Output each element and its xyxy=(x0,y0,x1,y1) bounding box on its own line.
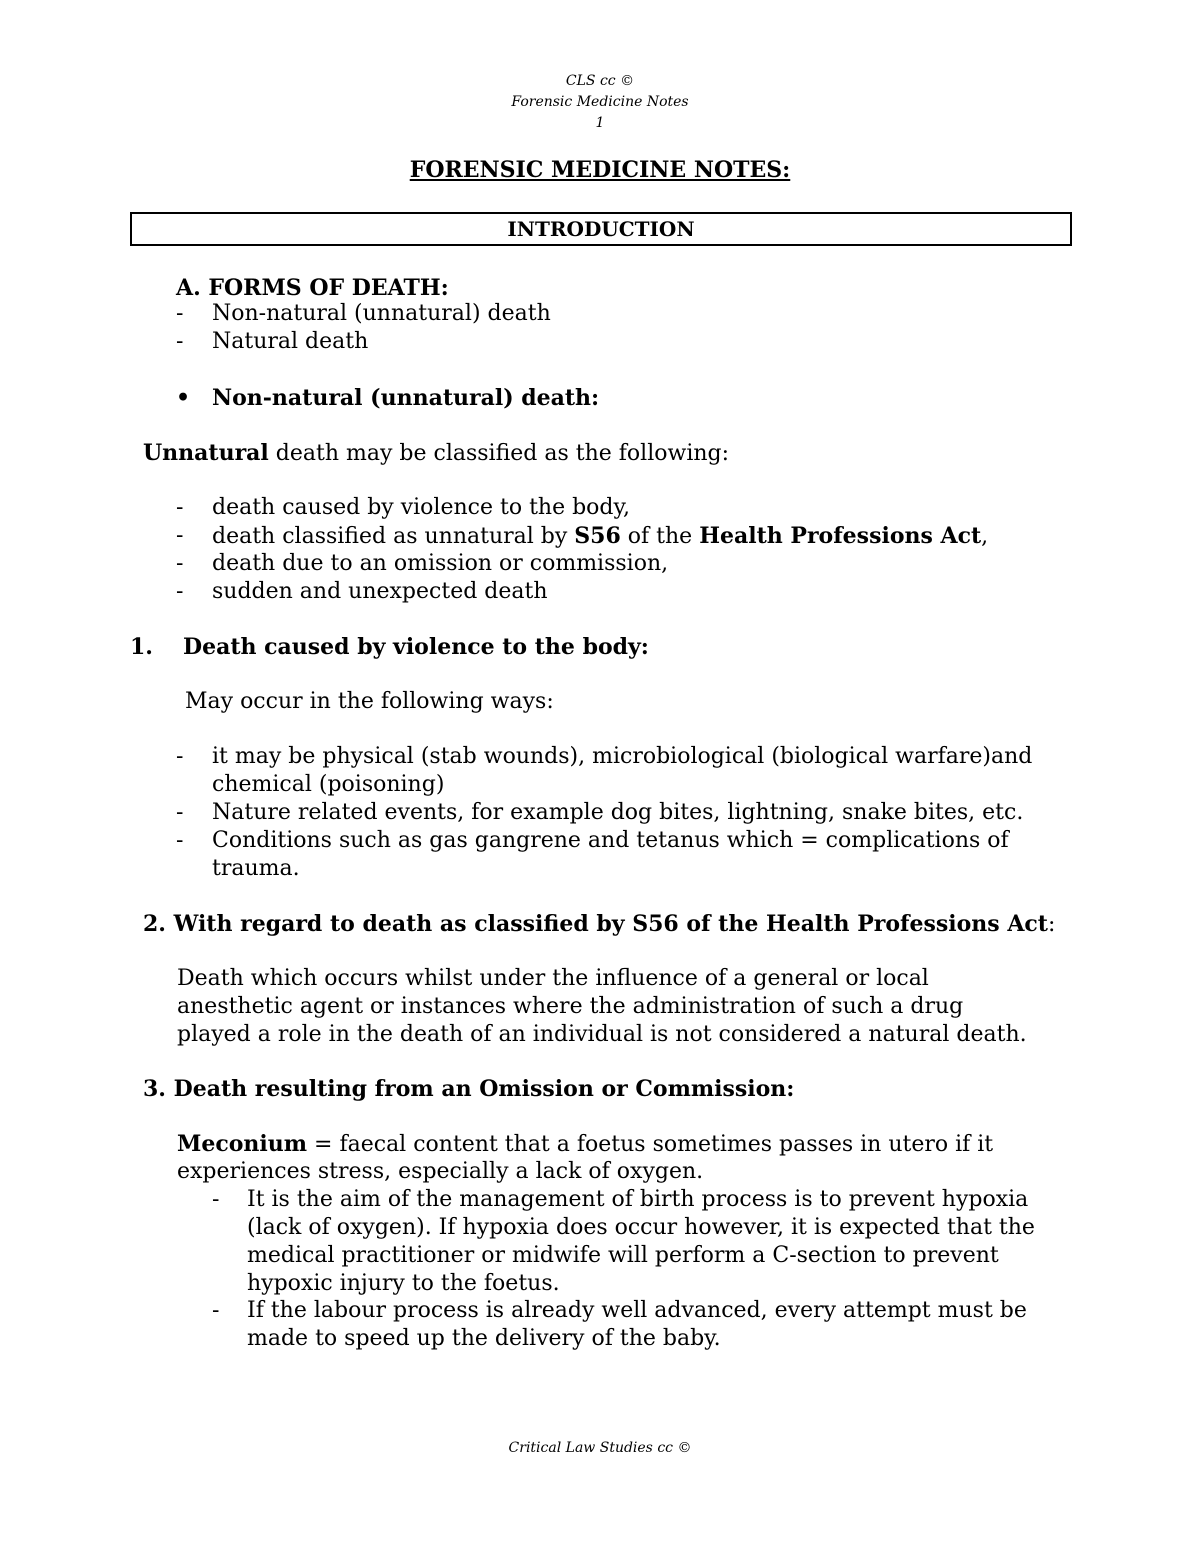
dash-marker: - xyxy=(212,1298,220,1323)
section-3-heading: 3. Death resulting from an Omission or Commission: xyxy=(143,1076,795,1102)
section-2-paragraph: anesthetic agent or instances where the administration of such a drug xyxy=(177,994,964,1019)
dash-marker: - xyxy=(176,828,184,853)
unnatural-item: death due to an omission or commission, xyxy=(212,551,669,576)
header-line-1: CLS cc © xyxy=(565,73,635,89)
unnatural-item: death caused by violence to the body, xyxy=(212,495,630,520)
meconium-paragraph xyxy=(177,1130,993,1159)
dash-marker: - xyxy=(176,579,184,604)
unnatural-text: death may be classified as the following: xyxy=(268,441,730,466)
s56-term: S56 xyxy=(574,523,621,549)
unnatural-item xyxy=(212,522,988,551)
act-term: Health Professions Act xyxy=(699,523,982,549)
unnatural-item: sudden and unexpected death xyxy=(212,579,548,604)
section-2-colon: : xyxy=(1047,912,1056,937)
meconium-paragraph-cont: experiences stress, especially a lack of oxygen. xyxy=(177,1159,704,1184)
section-1-intro: May occur in the following ways: xyxy=(185,689,554,714)
dash-marker: - xyxy=(176,329,184,354)
section-a-item: Natural death xyxy=(212,329,369,354)
section-1-item: it may be physical (stab wounds), microbiological (biological warfare)and xyxy=(212,744,1033,769)
section-3-item: It is the aim of the management of birth process is to prevent hypoxia xyxy=(247,1187,1029,1212)
meconium-text: = faecal content that a foetus sometimes passes in utero if it xyxy=(307,1132,994,1157)
document-title: FORENSIC MEDICINE NOTES: xyxy=(409,157,791,183)
introduction-box xyxy=(130,212,1072,246)
section-3-item-cont: (lack of oxygen). If hypoxia does occur however, it is expected that the xyxy=(247,1215,1035,1240)
section-1-heading: Death caused by violence to the body: xyxy=(183,634,649,660)
unnatural-paragraph xyxy=(143,439,729,468)
bullet-icon: • xyxy=(176,385,191,411)
section-3-item-cont: hypoxic injury to the foetus. xyxy=(247,1271,560,1296)
section-3-item-cont: medical practitioner or midwife will perform a C-section to prevent xyxy=(247,1243,999,1268)
section-2-paragraph: Death which occurs whilst under the influence of a general or local xyxy=(177,966,929,991)
section-2-paragraph: played a role in the death of an individual is not considered a natural death. xyxy=(177,1022,1027,1047)
section-1-number: 1. xyxy=(130,634,153,660)
section-a-heading: A. FORMS OF DEATH: xyxy=(176,275,449,301)
dash-marker: - xyxy=(176,495,184,520)
section-3-item: If the labour process is already well advanced, every attempt must be xyxy=(247,1298,1027,1323)
introduction-label: INTRODUCTION xyxy=(507,217,695,241)
dash-marker: - xyxy=(212,1187,220,1212)
item-text: death classified as unnatural by xyxy=(212,524,575,549)
section-a-item: Non-natural (unnatural) death xyxy=(212,301,551,326)
section-3-item-cont: made to speed up the delivery of the baby. xyxy=(247,1326,721,1351)
header-line-2: Forensic Medicine Notes xyxy=(511,94,689,110)
section-2-heading xyxy=(143,910,1055,939)
page-number: 1 xyxy=(595,115,605,131)
item-text: of the xyxy=(620,524,700,549)
dash-marker: - xyxy=(176,551,184,576)
section-1-item: Conditions such as gas gangrene and tetanus which = complications of xyxy=(212,828,1009,853)
section-2-heading-text: 2. With regard to death as classified by S56 of the Health Professions Act xyxy=(143,911,1048,937)
section-1-item: Nature related events, for example dog bites, lightning, snake bites, etc. xyxy=(212,800,1024,825)
dash-marker: - xyxy=(176,800,184,825)
dash-marker: - xyxy=(176,301,184,326)
dash-marker: - xyxy=(176,523,184,548)
unnatural-term: Unnatural xyxy=(143,440,269,466)
footer: Critical Law Studies cc © xyxy=(508,1440,692,1456)
item-text: , xyxy=(981,524,989,549)
section-1-item-cont: chemical (poisoning) xyxy=(212,772,445,797)
meconium-term: Meconium xyxy=(177,1131,308,1157)
bullet-heading: Non-natural (unnatural) death: xyxy=(212,385,600,411)
dash-marker: - xyxy=(176,744,184,769)
section-1-item-cont: trauma. xyxy=(212,856,300,881)
